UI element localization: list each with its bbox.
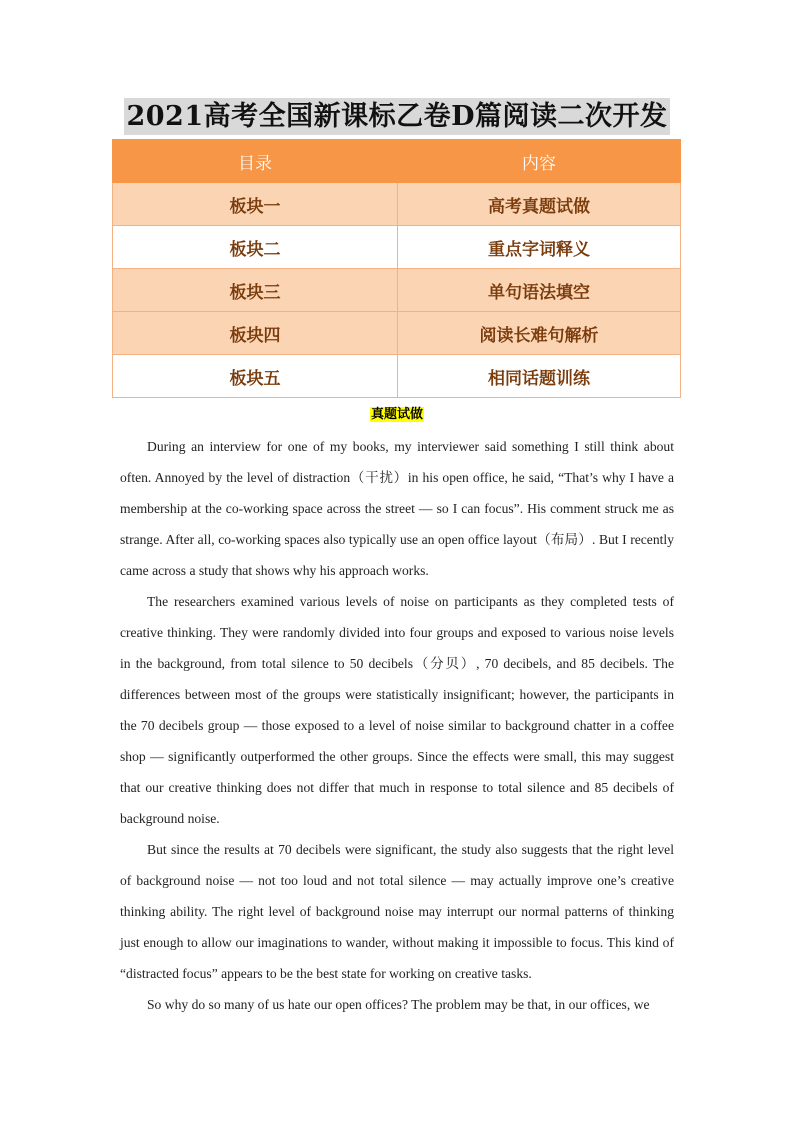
paragraph: The researchers examined various levels of noise on participants as they completed tests of creative thinking. They were randomly divided into four groups and exposed to various noise levels in the background, from total silence to 50 decibels（分贝）, 70 decibels, and 85 decibels. The differences between most of the groups were statistically insignificant; however, the participants in the 70 decibels group — those exposed to a level of noise similar to background chatter in a coffee shop — significantly outperformed the other groups. Since the effects were small, this may suggest that our creative thinking does not differ that much in response to total silence and 85 decibels of background noise. bbox=[120, 594, 674, 826]
paragraph: So why do so many of us hate our open offices? The problem may be that, in our offices, we bbox=[147, 997, 650, 1012]
page-title: 2021高考全国新课标乙卷D篇阅读二次开发 bbox=[124, 98, 669, 135]
article-body bbox=[120, 431, 674, 1020]
section-heading: 真题试做 bbox=[370, 407, 423, 422]
paragraph: During an interview for one of my books, my interviewer said something I still think about often. Annoyed by the level of distraction（干扰）in his open office, he said, “That’s why I have a membership at the co-working space across the street — so I can focus”. His comment struck me as strange. After all, co-working spaces also typically use an open office layout（布局）. But I recently came across a study that shows why his approach works. bbox=[120, 439, 674, 578]
header-catalog: 目录 bbox=[113, 140, 398, 183]
title-wrapper bbox=[0, 98, 794, 135]
table-row bbox=[113, 226, 681, 269]
content-cell: 单句语法填空 bbox=[398, 269, 681, 312]
table-row bbox=[113, 312, 681, 355]
header-content: 内容 bbox=[398, 140, 681, 183]
section-cell: 板块一 bbox=[113, 183, 398, 226]
content-cell: 高考真题试做 bbox=[398, 183, 681, 226]
table-row bbox=[113, 355, 681, 398]
table-header-row bbox=[113, 140, 681, 183]
table-row bbox=[113, 183, 681, 226]
content-cell: 相同话题训练 bbox=[398, 355, 681, 398]
section-cell: 板块二 bbox=[113, 226, 398, 269]
section-cell: 板块三 bbox=[113, 269, 398, 312]
content-cell: 重点字词释义 bbox=[398, 226, 681, 269]
contents-table bbox=[112, 139, 681, 398]
section-cell: 板块五 bbox=[113, 355, 398, 398]
section-cell: 板块四 bbox=[113, 312, 398, 355]
table-row bbox=[113, 269, 681, 312]
content-cell: 阅读长难句解析 bbox=[398, 312, 681, 355]
section-heading-wrapper bbox=[0, 403, 794, 422]
paragraph: But since the results at 70 decibels were significant, the study also suggests that the right level of background noise — not too loud and not total silence — may actually improve one’s creative thinking ability. The right level of background noise may interrupt our normal patterns of thinking just enough to allow our imaginations to wander, without making it impossible to focus. This kind of “distracted focus” appears to be the best state for working on creative tasks. bbox=[120, 842, 674, 981]
